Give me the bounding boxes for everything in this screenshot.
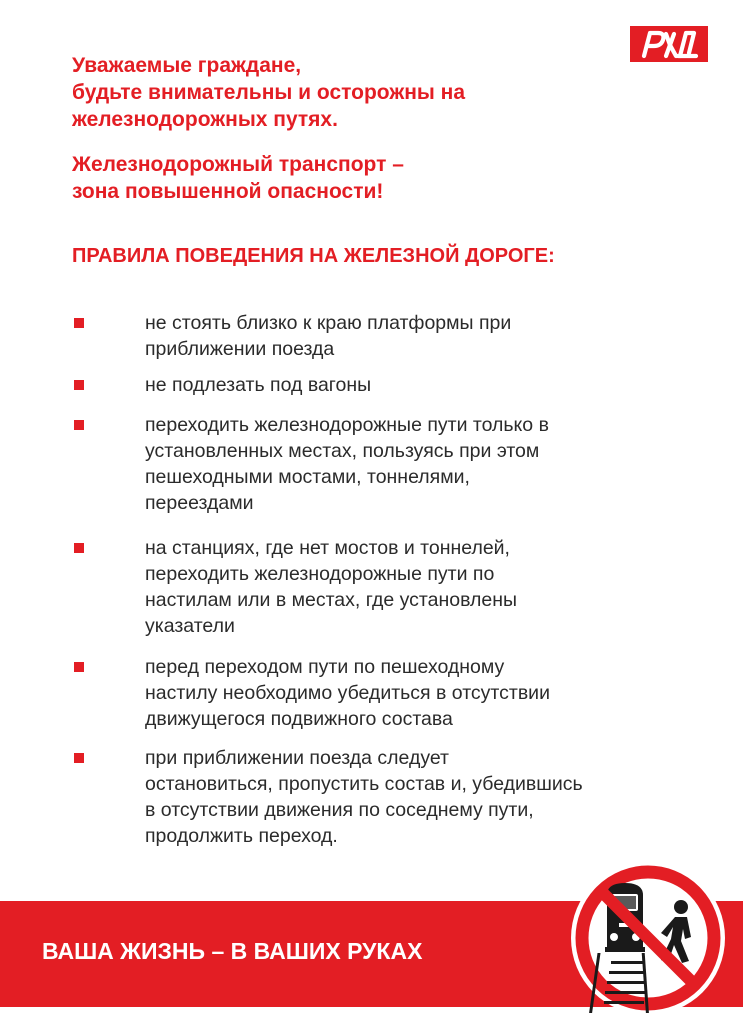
square-bullet-icon xyxy=(74,662,84,672)
rule-text: не подлезать под вагоны xyxy=(145,374,372,396)
square-bullet-icon xyxy=(74,420,84,430)
square-bullet-icon xyxy=(74,318,84,328)
rule-text: перед переходом пути по пешеходному настилу необходимо убедиться в отсутствии движущегося подвижного состава xyxy=(145,656,550,730)
rule-text: переходить железнодорожные пути только в установленных местах, пользуясь при этом пешеходными мостами, тоннелями, переездами xyxy=(145,414,549,514)
rules-title: ПРАВИЛА ПОВЕДЕНИЯ НА ЖЕЛЕЗНОЙ ДОРОГЕ: xyxy=(72,245,555,267)
rule-text: при приближении поезда следует остановиться, пропустить состав и, убедившись в отсутствии движения по соседнему пути, продолжить переход. xyxy=(145,747,583,847)
rzd-logo-icon xyxy=(630,26,708,62)
rule-text: не стоять близко к краю платформы при приближении поезда xyxy=(145,312,512,360)
square-bullet-icon xyxy=(74,753,84,763)
rzd-logo xyxy=(630,26,708,62)
rule-text: на станциях, где нет мостов и тоннелей, переходить железнодорожные пути по настилам или в местах, где установлены указатели xyxy=(145,537,517,637)
danger-warning: Железнодорожный транспорт – зона повышенной опасности! xyxy=(72,153,404,203)
slogan-text: ВАША ЖИЗНЬ – В ВАШИХ РУКАХ xyxy=(42,938,423,964)
square-bullet-icon xyxy=(74,380,84,390)
greeting-heading: Уважаемые граждане, будьте внимательны и осторожны на железнодорожных путях. xyxy=(72,54,466,131)
no-crossing-tracks-sign-icon xyxy=(567,857,729,1019)
square-bullet-icon xyxy=(74,543,84,553)
